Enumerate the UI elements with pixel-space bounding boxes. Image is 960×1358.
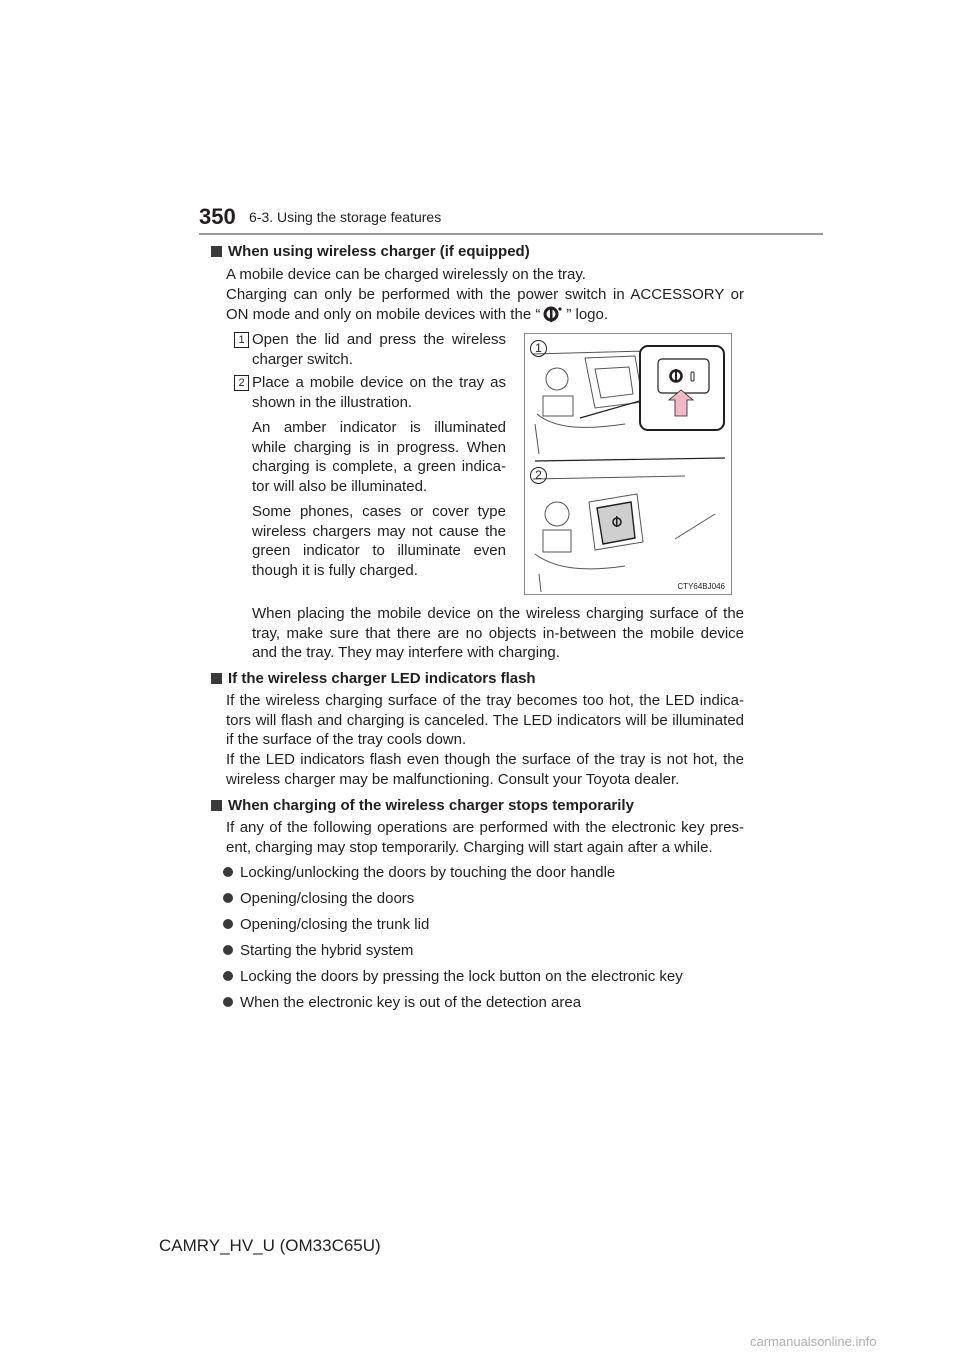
square-bullet-icon: [211, 246, 222, 257]
list-item-text: Locking/unlocking the doors by touching the door handle: [240, 864, 616, 881]
led-paragraph-1: If the wireless charging surface of the tray becomes too hot, the LED indica-tors will flash and charging is canceled. The LED indicators will be illuminated if the surface of the tray cools down.: [226, 692, 744, 748]
wireless-heading-text: When using wireless charger (if equipped): [228, 243, 530, 260]
round-bullet-icon: [223, 867, 233, 877]
document-code: CAMRY_HV_U (OM33C65U): [159, 1236, 381, 1255]
wireless-line1: A mobile device can be charged wirelessly on the tray.: [226, 266, 586, 283]
stops-heading-text: When charging of the wireless charger stops temporarily: [228, 797, 634, 814]
round-bullet-icon: [223, 893, 233, 903]
wireless-line2a: Charging can only be performed with the power switch in ACCESSORY or: [226, 286, 744, 303]
phone-cases-note: Some phones, cases or cover type wireless chargers may not cause the green indicator to illuminate even though it is fully charged.: [252, 503, 506, 579]
wireless-heading: [211, 242, 530, 262]
qi-logo-icon: [542, 305, 564, 323]
stops-heading: [211, 796, 634, 816]
figure-label-1: 1: [530, 340, 547, 357]
wireless-line2b-pre: ON mode and only on mobile devices with the “: [226, 306, 541, 323]
console-drawing: [525, 334, 731, 594]
placing-note: When placing the mobile device on the wireless charging surface of the tray, make sure that there are no objects in-between the mobile device and the tray. They may interfere with charging.: [252, 605, 744, 661]
amber-indicator-text: An amber indicator is illuminated while charging is in progress. When charging is complete, a green indica-tor will also be illuminated.: [252, 419, 506, 495]
wireless-line2b-post: ” logo.: [566, 306, 609, 323]
list-item: [223, 915, 429, 935]
list-item: [223, 993, 581, 1013]
round-bullet-icon: [223, 971, 233, 981]
wireless-line2b: [226, 305, 608, 325]
led-paragraph-2: If the LED indicators flash even though the surface of the tray is not hot, the wireless charger may be malfunctioning. Consult your Toyota dealer.: [226, 751, 744, 788]
step-1-marker: 1: [234, 332, 249, 348]
section-title: 6-3. Using the storage features: [249, 209, 442, 225]
step-2-marker: 2: [234, 375, 249, 391]
round-bullet-icon: [223, 945, 233, 955]
list-item-text: Opening/closing the trunk lid: [240, 916, 430, 933]
list-item: [223, 941, 413, 961]
figure-caption: CTY64BJ046: [677, 582, 725, 591]
list-item: [223, 889, 414, 909]
list-item-text: Starting the hybrid system: [240, 942, 414, 959]
step-2-text: Place a mobile device on the tray as shown in the illustration.: [252, 374, 506, 411]
wireless-charger-illustration: [524, 333, 732, 595]
step-1-text: Open the lid and press the wireless charger switch.: [252, 331, 506, 368]
list-item-text: When the electronic key is out of the detection area: [240, 994, 582, 1011]
watermark[interactable]: carmanualsonline.info: [750, 1334, 877, 1349]
round-bullet-icon: [223, 919, 233, 929]
header-divider: [199, 233, 823, 235]
square-bullet-icon: [211, 800, 222, 811]
led-heading-text: If the wireless charger LED indicators flash: [228, 670, 536, 687]
round-bullet-icon: [223, 997, 233, 1007]
led-heading: [211, 669, 536, 689]
list-item: [223, 863, 615, 883]
stops-paragraph: If any of the following operations are performed with the electronic key pres-ent, charging may stop temporarily. Charging will start again after a while.: [226, 819, 744, 856]
list-item-text: Locking the doors by pressing the lock button on the electronic key: [240, 968, 683, 985]
list-item: [223, 967, 683, 987]
page-number: 350: [199, 204, 236, 229]
figure-label-2: 2: [530, 467, 547, 484]
list-item-text: Opening/closing the doors: [240, 890, 415, 907]
square-bullet-icon: [211, 673, 222, 684]
